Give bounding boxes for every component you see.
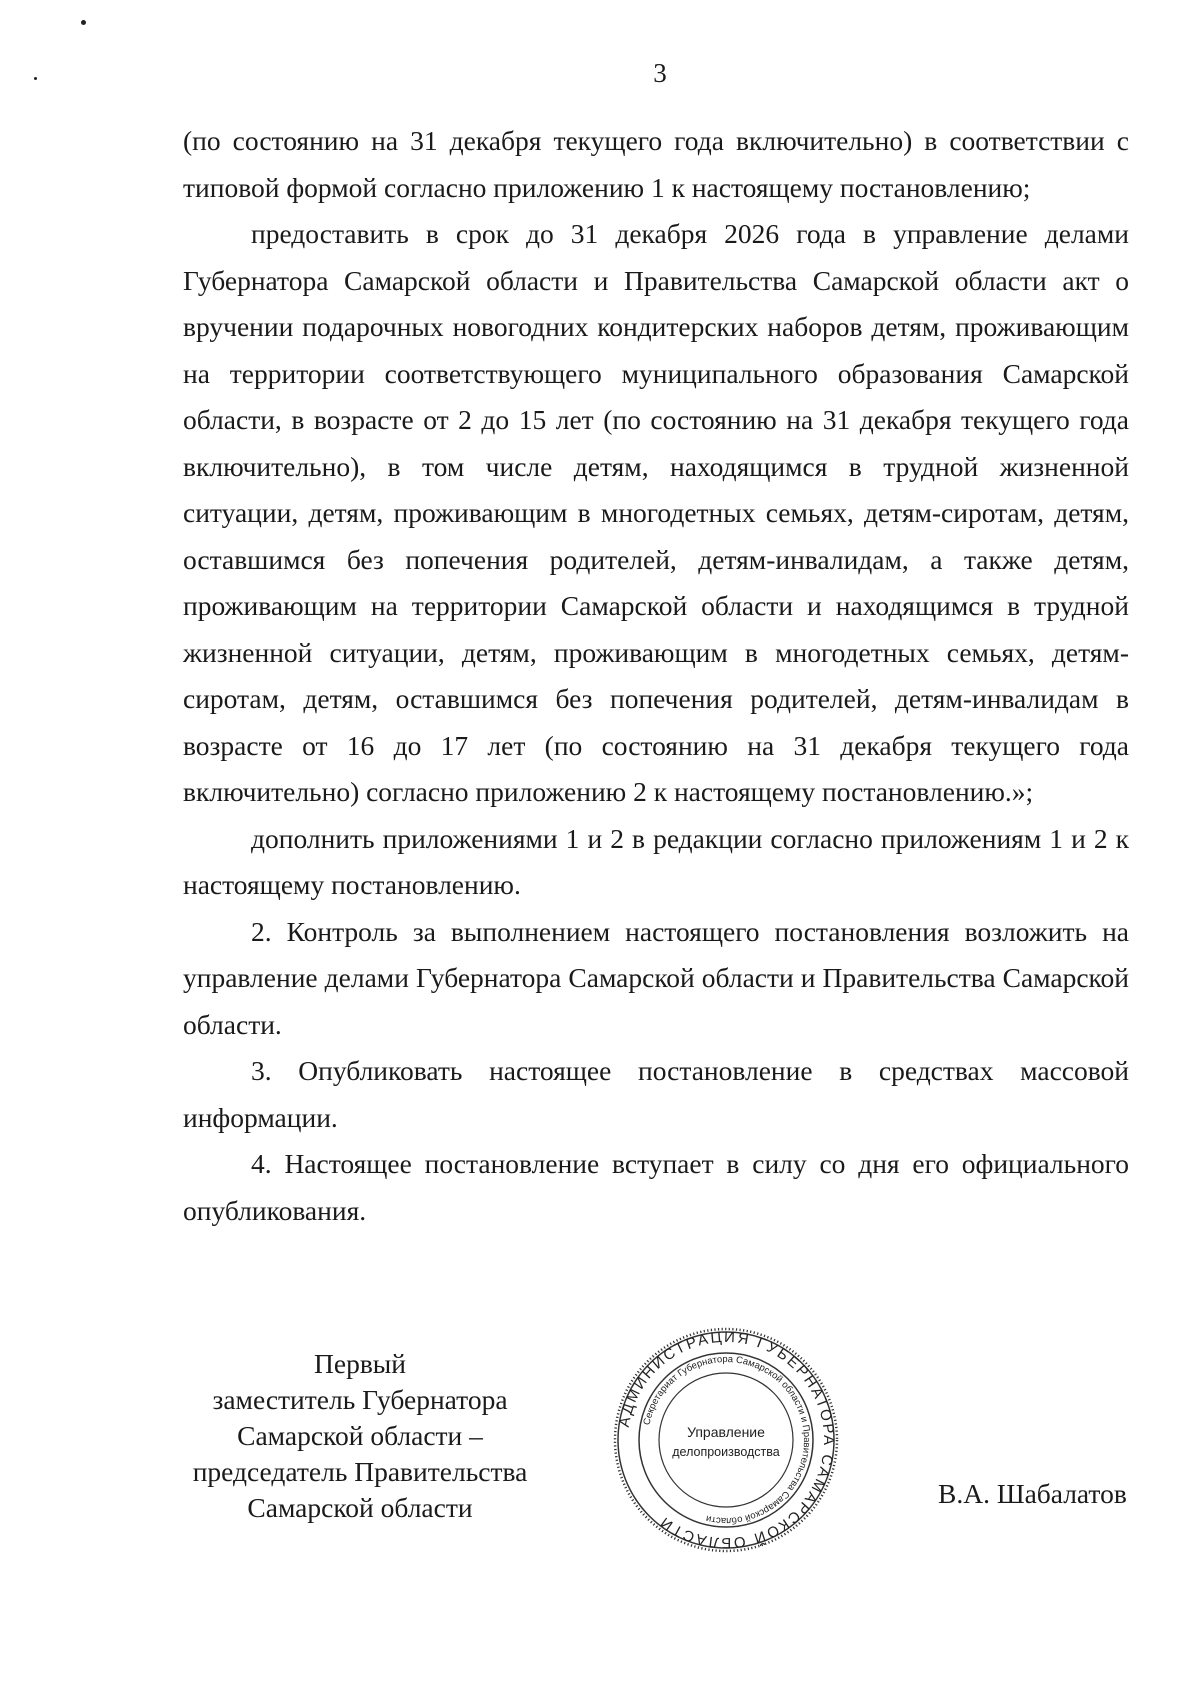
paragraph: дополнить приложениями 1 и 2 в редакции согласно приложениям 1 и 2 к настоящему постановлению. — [183, 822, 1129, 900]
signatory-position-line: Самарской области — [247, 1492, 473, 1523]
document-body — [183, 118, 1129, 1234]
seal-center-line: Управление — [687, 1424, 765, 1440]
official-seal — [612, 1326, 840, 1554]
seal-inner-text: Секретариат Губернатора Самарской области и Правительства Самарской области — [641, 1353, 813, 1527]
page-number: 3 — [653, 58, 667, 88]
seal-graphic — [612, 1326, 840, 1554]
paragraph: 4. Настоящее постановление вступает в силу со дня его официального опубликования. — [183, 1148, 1129, 1226]
seal-outer-text: АДМИНИСТРАЦИЯ ГУБЕРНАТОРА САМАРСКОЙ ОБЛАСТИ — [615, 1328, 838, 1552]
signatory-position-line: Самарской области – — [237, 1420, 483, 1451]
paragraph: 3. Опубликовать настоящее постановление в средствах массовой информации. — [183, 1055, 1129, 1133]
paragraph: предоставить в срок до 31 декабря 2026 года в управление делами Губернатора Самарской области и Правительства Самарской области акт о вручении подарочных новогодних кондитерских наборов детям, проживающим на территории соответствующего муниципального образования Самарской области, в возрасте от 2 до 15 лет (по состоянию на 31 декабря текущего года включительно), в том числе детям, находящимся в трудной жизненной ситуации, детям, проживающим в многодетных семьях, детям-сиротам, детям, оставшимся без попечения родителей, детям-инвалидам, а также детям, проживающим на территории Самарской области и находящимся в трудной жизненной ситуации, детям, проживающим в многодетных семьях, детям-сиротам, детям, оставшимся без попечения родителей, детям-инвалидам в возрасте от 16 до 17 лет (по состоянию на 31 декабря текущего года включительно) согласно приложению 2 к настоящему постановлению.»; — [183, 218, 1129, 807]
scan-speck — [81, 20, 86, 25]
paragraph: (по состоянию на 31 декабря текущего года включительно) в соответствии с типовой формой согласно приложению 1 к настоящему постановлению; — [183, 125, 1129, 203]
signatory-name: В.А. Шабалатов — [938, 1478, 1127, 1509]
seal-center-line: делопроизводства — [672, 1445, 780, 1459]
signatory-position-line: заместитель Губернатора — [212, 1384, 508, 1415]
svg-text:Секретариат Губернатора Самарс — [642, 1354, 812, 1526]
paragraph: 2. Контроль за выполнением настоящего постановления возложить на управление делами Губернатора Самарской области и Правительства Самарской области. — [183, 915, 1129, 1040]
signatory-position — [160, 1346, 560, 1526]
signatory-position-line: Первый — [314, 1348, 406, 1379]
signatory-position-line: председатель Правительства — [192, 1456, 528, 1487]
